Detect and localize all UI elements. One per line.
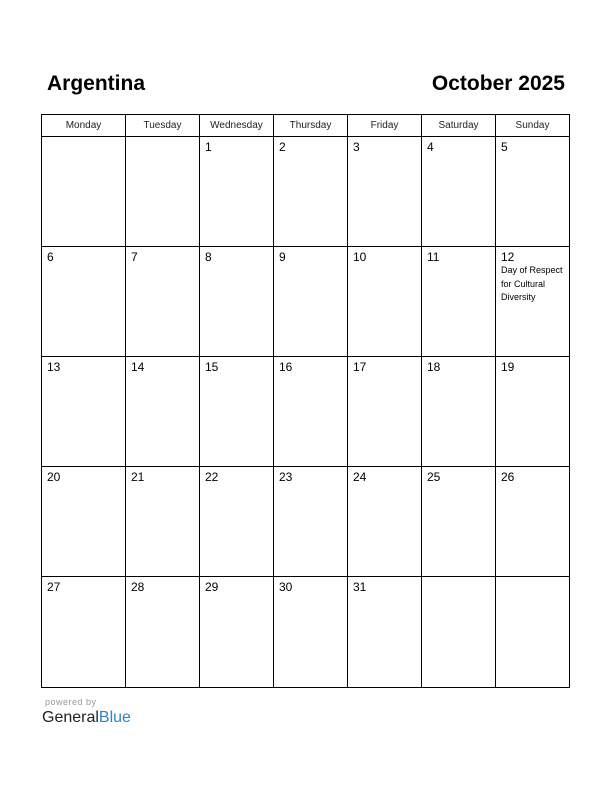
day-cell bbox=[496, 247, 569, 357]
day-number: 8 bbox=[205, 250, 212, 264]
day-number: 17 bbox=[353, 360, 367, 374]
day-cell bbox=[126, 467, 200, 577]
weekday-header: Sunday bbox=[496, 115, 569, 137]
holiday-label: Day of Respect for Cultural Diversity bbox=[501, 265, 563, 302]
powered-by-text: powered by bbox=[45, 697, 97, 707]
day-number: 1 bbox=[205, 140, 212, 154]
weekday-header: Thursday bbox=[274, 115, 348, 137]
day-cell bbox=[496, 467, 569, 577]
country-title: Argentina bbox=[47, 72, 146, 95]
day-cell bbox=[274, 357, 348, 467]
day-number: 31 bbox=[353, 580, 367, 594]
day-cell bbox=[200, 137, 274, 247]
day-cell bbox=[126, 577, 200, 687]
brand-part-general: General bbox=[42, 709, 99, 726]
day-cell bbox=[422, 137, 496, 247]
day-cell bbox=[126, 357, 200, 467]
day-cell bbox=[422, 357, 496, 467]
day-cell bbox=[422, 577, 496, 687]
day-cell bbox=[126, 247, 200, 357]
day-number: 30 bbox=[279, 580, 293, 594]
weekday-header: Wednesday bbox=[200, 115, 274, 137]
weekday-header: Friday bbox=[348, 115, 422, 137]
day-number: 15 bbox=[205, 360, 219, 374]
day-cell bbox=[200, 357, 274, 467]
day-number: 16 bbox=[279, 360, 293, 374]
day-cell bbox=[422, 247, 496, 357]
day-cell bbox=[274, 577, 348, 687]
day-number: 3 bbox=[353, 140, 360, 154]
day-cell bbox=[422, 467, 496, 577]
day-number: 14 bbox=[131, 360, 145, 374]
day-cell bbox=[200, 577, 274, 687]
day-cell bbox=[274, 137, 348, 247]
day-number: 28 bbox=[131, 580, 145, 594]
day-cell bbox=[42, 357, 126, 467]
day-number: 29 bbox=[205, 580, 219, 594]
day-number: 11 bbox=[427, 250, 440, 264]
day-cell bbox=[348, 577, 422, 687]
day-cell bbox=[42, 577, 126, 687]
day-cell bbox=[348, 357, 422, 467]
day-cell bbox=[126, 137, 200, 247]
month-year-title: October 2025 bbox=[431, 72, 565, 95]
day-number: 5 bbox=[501, 140, 508, 154]
calendar-grid bbox=[41, 114, 570, 688]
weekday-header: Tuesday bbox=[126, 115, 200, 137]
day-cell bbox=[274, 467, 348, 577]
day-number: 25 bbox=[427, 470, 441, 484]
day-cell bbox=[496, 137, 569, 247]
day-cell bbox=[200, 467, 274, 577]
day-number: 2 bbox=[279, 140, 286, 154]
day-number: 22 bbox=[205, 470, 219, 484]
day-number: 19 bbox=[501, 360, 515, 374]
day-cell bbox=[348, 137, 422, 247]
day-number: 7 bbox=[131, 250, 138, 264]
weekday-header: Saturday bbox=[422, 115, 496, 137]
day-cell bbox=[42, 247, 126, 357]
day-number: 6 bbox=[47, 250, 54, 264]
day-number: 10 bbox=[353, 250, 367, 264]
day-cell bbox=[496, 577, 569, 687]
weekday-header: Monday bbox=[42, 115, 126, 137]
day-cell bbox=[200, 247, 274, 357]
day-number: 9 bbox=[279, 250, 286, 264]
day-cell bbox=[348, 247, 422, 357]
day-number: 24 bbox=[353, 470, 367, 484]
day-number: 21 bbox=[131, 470, 145, 484]
day-number: 27 bbox=[47, 580, 61, 594]
day-number: 20 bbox=[47, 470, 61, 484]
day-number: 18 bbox=[427, 360, 441, 374]
day-number: 26 bbox=[501, 470, 515, 484]
generalblue-logo[interactable] bbox=[42, 708, 131, 728]
day-cell bbox=[348, 467, 422, 577]
day-cell bbox=[42, 137, 126, 247]
day-cell bbox=[42, 467, 126, 577]
day-cell bbox=[274, 247, 348, 357]
day-number: 23 bbox=[279, 470, 293, 484]
brand-part-blue: Blue bbox=[98, 709, 131, 726]
day-number: 12 bbox=[501, 250, 515, 264]
day-cell bbox=[496, 357, 569, 467]
day-number: 13 bbox=[47, 360, 61, 374]
day-number: 4 bbox=[427, 140, 434, 154]
